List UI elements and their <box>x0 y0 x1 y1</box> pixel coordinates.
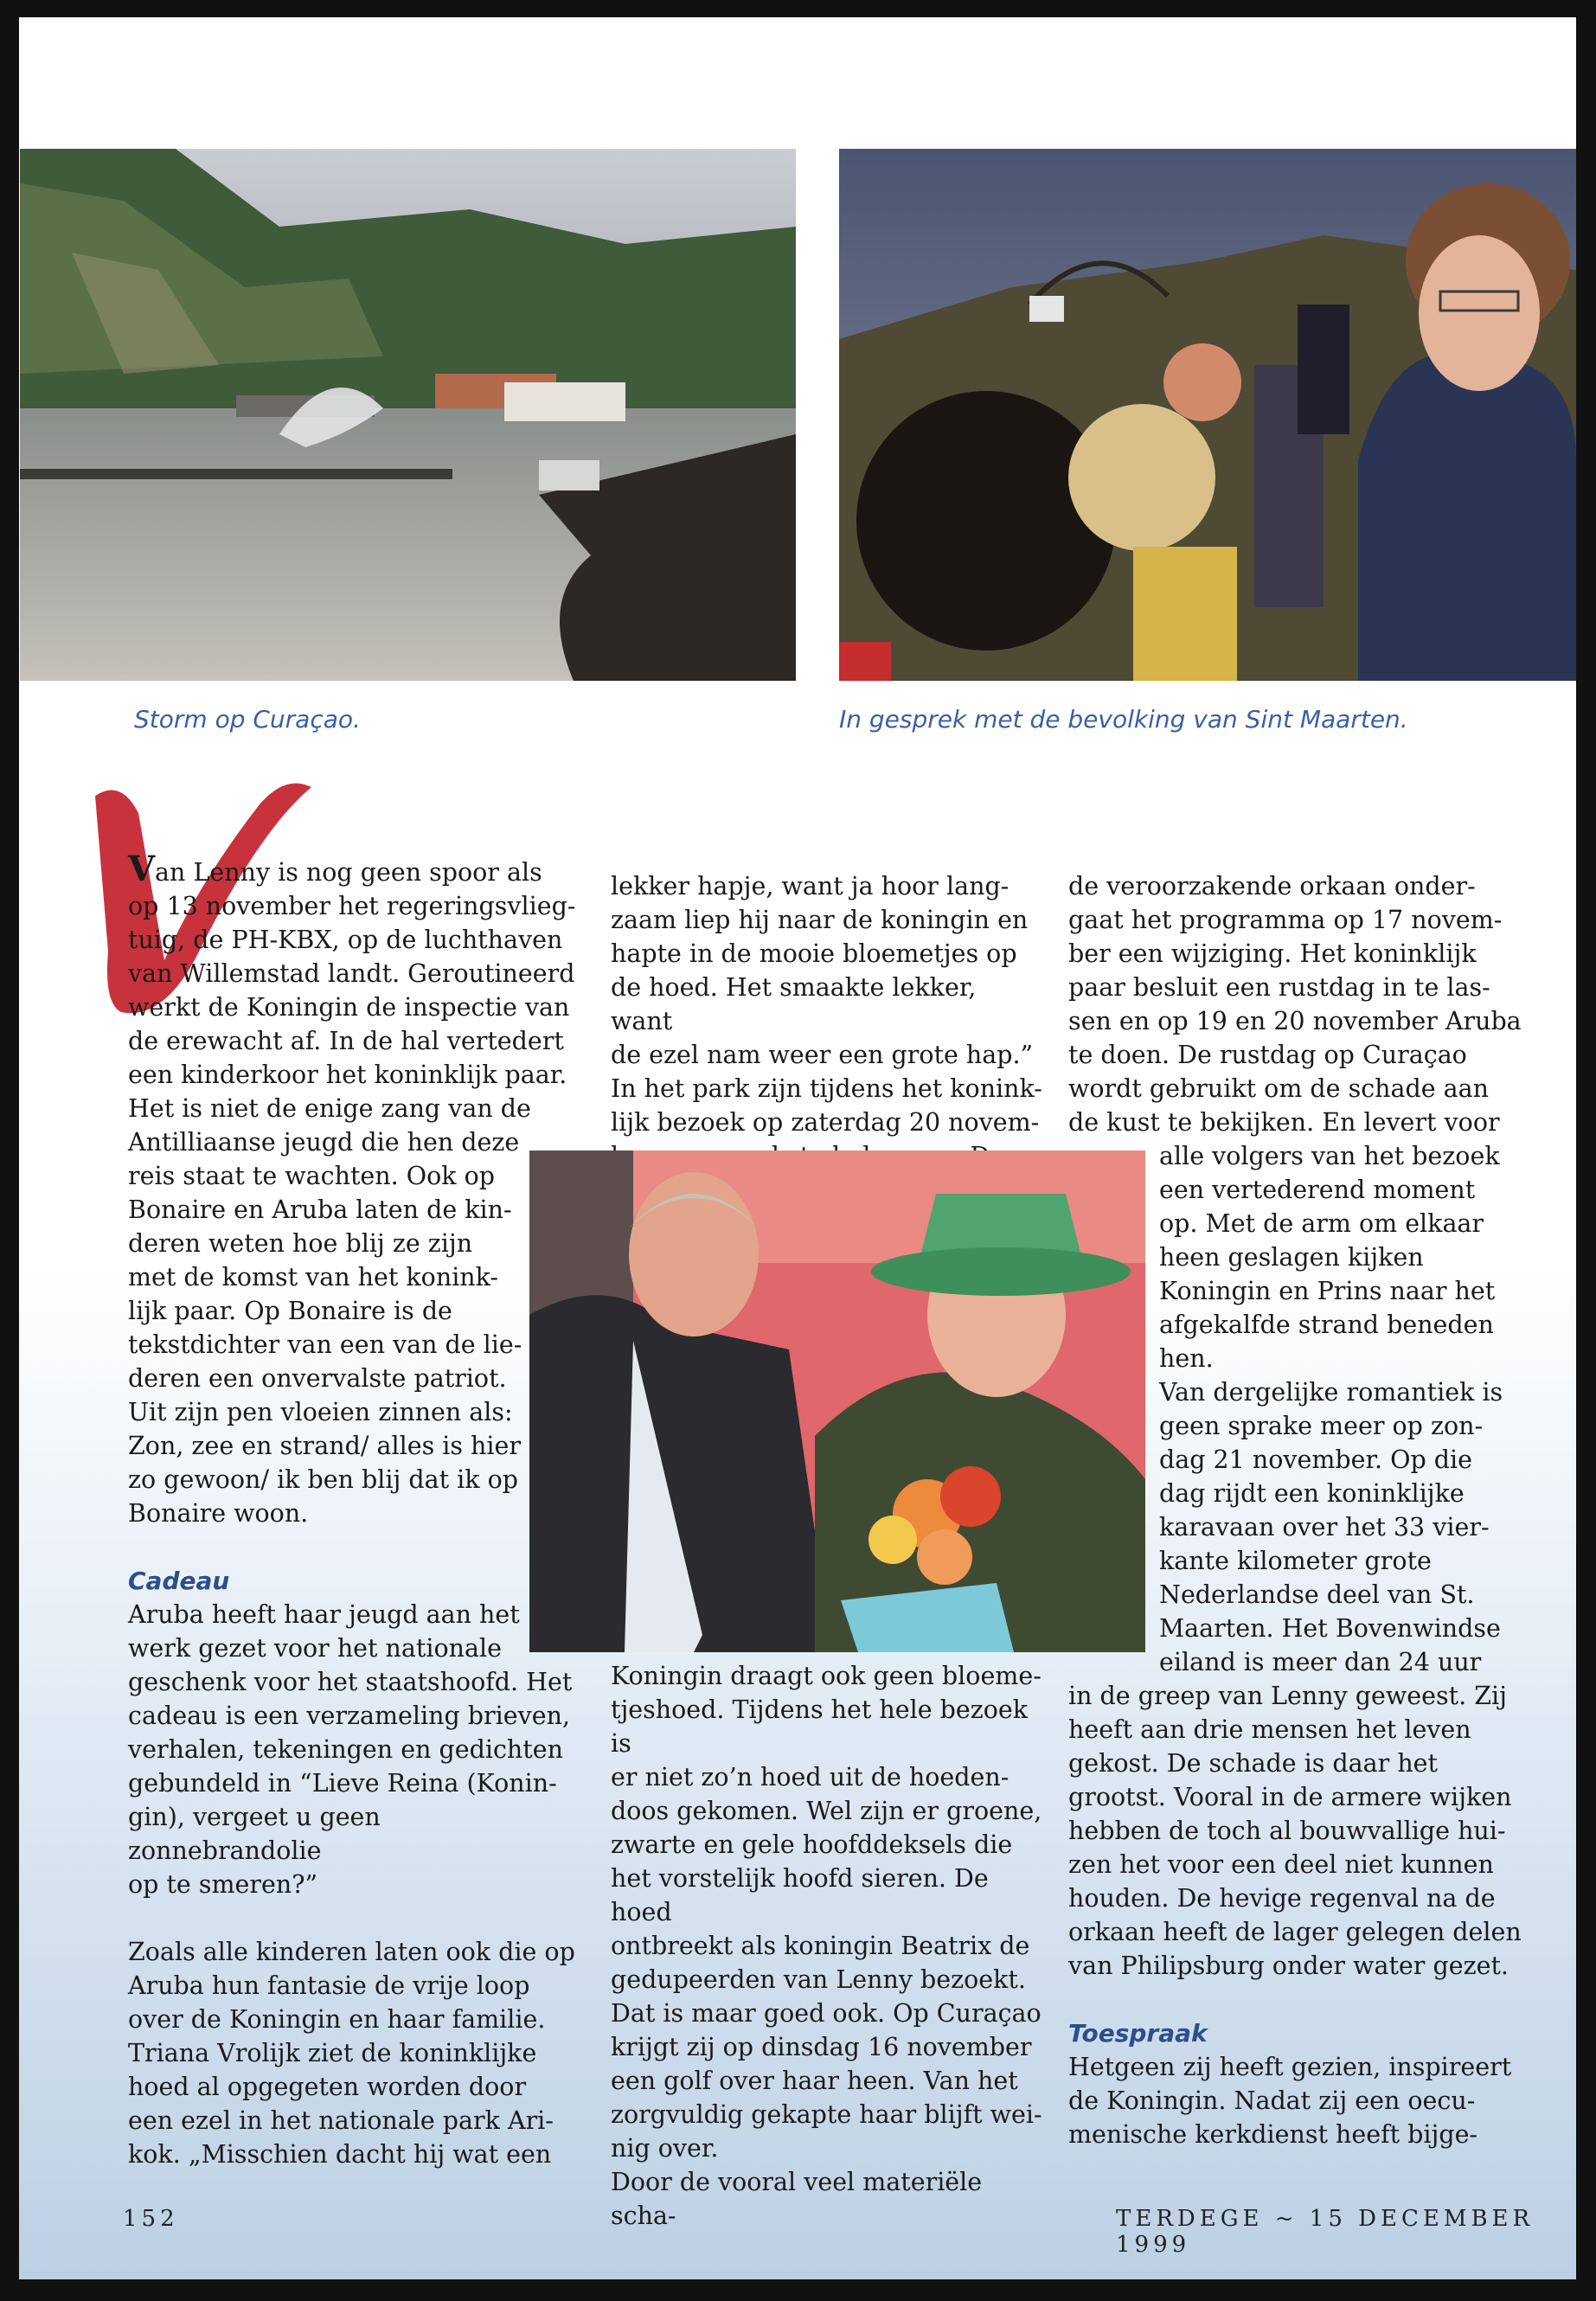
publication-line: TERDEGE ~ 15 DECEMBER 1999 <box>1116 2206 1535 2258</box>
col2-bottom-line: doos gekomen. Wel zijn er groene, <box>611 1797 1042 1825</box>
col3-narrow-line: geen sprake meer op zon- <box>1159 1412 1484 1440</box>
col3-line: gaat het programma op 17 novem- <box>1068 906 1503 934</box>
col1-wrap-line-2: tuig, de PH-KBX, op de luchthaven <box>128 926 563 954</box>
col3-bottom-line: hebben de toch al bouwvallige hui- <box>1068 1817 1506 1845</box>
people-caption: In gesprek met de bevolking van Sint Maarten. <box>839 705 1408 734</box>
col3-narrow-line: alle volgers van het bezoek <box>1159 1142 1500 1170</box>
col3-narrow-line: afgekalfde strand beneden <box>1159 1311 1494 1339</box>
col1-cadeau-line: verhalen, tekeningen en gedichten <box>128 1735 563 1764</box>
col2-bottom-line: Dat is maar goed ook. Op Curaçao <box>611 1999 1042 2028</box>
col2-line: hapte in de mooie bloemetjes op <box>611 939 1017 968</box>
col1-wrap-line-1: op 13 november het regeringsvlieg- <box>128 892 576 920</box>
col3-bottom-line: in de greep van Lenny geweest. Zij <box>1068 1682 1507 1710</box>
col1-line: Bonaire woon. <box>128 1499 309 1528</box>
intro-line <box>128 849 578 889</box>
col3-toespraak-line: menische kerkdienst heeft bijge- <box>1068 2120 1478 2149</box>
col3-line: de veroorzakende orkaan onder- <box>1068 872 1476 901</box>
col3-narrow-line: dag rijdt een koninklijke <box>1159 1479 1465 1508</box>
col3-narrow-line: heen geslagen kijken <box>1159 1243 1424 1272</box>
col2-line: lijk bezoek op zaterdag 20 novem- <box>611 1108 1040 1137</box>
col1-line: Uit zijn pen vloeien zinnen als: <box>128 1398 513 1426</box>
col3-narrow-line: Nederlandse deel van St. <box>1159 1580 1475 1609</box>
initial-letter: V <box>128 849 156 889</box>
col1-wrap-line-0: an Lenny is nog geen spoor als <box>155 858 542 887</box>
col1-para3-line: een ezel in het nationale park Ari- <box>128 2106 554 2135</box>
col1-wrap-line-3: van Willemstad landt. Geroutineerd <box>128 959 575 988</box>
col3-line: te doen. De rustdag op Curaçao <box>1068 1041 1467 1069</box>
heading-toespraak: Toespraak <box>1068 2019 1208 2048</box>
column-1 <box>128 849 578 2171</box>
magazine-page <box>19 17 1576 2279</box>
column-3-top <box>1068 869 1553 1139</box>
col3-line: ber een wijziging. Het koninklijk <box>1068 939 1477 968</box>
col1-cadeau-line: cadeau is een verzameling brieven, <box>128 1702 571 1730</box>
col1-cadeau-line: geschenk voor het staatshoofd. Het <box>128 1668 573 1696</box>
col2-bottom-line: nig over. <box>611 2134 719 2163</box>
col1-line: een kinderkoor het koninklijk paar. <box>128 1061 567 1089</box>
royals-photo <box>529 1150 1145 1652</box>
col2-line: de ezel nam weer een grote hap.” <box>611 1041 1034 1069</box>
column-2-bottom <box>611 1659 1043 2233</box>
col3-bottom-line: houden. De hevige regenval na de <box>1068 1884 1496 1913</box>
col1-line: deren een onvervalste patriot. <box>128 1364 507 1393</box>
col2-bottom-line: tjeshoed. Tijdens het hele bezoek is <box>611 1695 1029 1758</box>
col1-line: werkt de Koningin de inspectie van <box>128 993 570 1022</box>
col1-para3-line: over de Koningin en haar familie. <box>128 2005 546 2034</box>
col2-bottom-line: zorgvuldig gekapte haar blijft wei- <box>611 2100 1042 2129</box>
col3-line: sen en op 19 en 20 november Aruba <box>1068 1007 1522 1035</box>
col3-bottom-line: orkaan heeft de lager gelegen delen <box>1068 1918 1522 1946</box>
col1-line: reis staat te wachten. Ook op <box>128 1162 495 1190</box>
col3-narrow-line: hen. <box>1159 1344 1214 1373</box>
col3-bottom-line: zen het voor een deel niet kunnen <box>1068 1850 1494 1879</box>
col3-toespraak-line: de Koningin. Nadat zij een oecu- <box>1068 2086 1476 2115</box>
col2-bottom-line: er niet zo’n hoed uit de hoeden- <box>611 1763 1010 1791</box>
col1-line: zo gewoon/ ik ben blij dat ik op <box>128 1465 519 1494</box>
col1-cadeau-line: op te smeren?” <box>128 1870 318 1899</box>
col3-narrow-line: Van dergelijke romantiek is <box>1159 1378 1503 1407</box>
col3-line: wordt gebruikt om de schade aan <box>1068 1074 1490 1103</box>
col2-bottom-line: ontbreekt als koningin Beatrix de <box>611 1932 1030 1960</box>
col1-line: deren weten hoe blij ze zijn <box>128 1229 473 1258</box>
col2-bottom-line: Koningin draagt ook geen bloeme- <box>611 1662 1042 1690</box>
column-2-top <box>611 869 1043 1173</box>
col2-line: de hoed. Het smaakte lekker, want <box>611 973 977 1035</box>
col2-bottom-line: gedupeerden van Lenny bezoekt. <box>611 1965 1026 1994</box>
col1-line: met de komst van het konink- <box>128 1263 499 1292</box>
col2-bottom-line: krijgt zij op dinsdag 16 november <box>611 2033 1032 2061</box>
col1-line: Antilliaanse jeugd die hen deze <box>128 1128 520 1157</box>
col1-line: tekstdichter van een van de lie- <box>128 1330 522 1359</box>
col3-narrow-line: op. Met de arm om elkaar <box>1159 1209 1484 1238</box>
col3-bottom-line: grootst. Vooral in de armere wijken <box>1068 1783 1512 1811</box>
col1-para3-line: Aruba hun fantasie de vrije loop <box>128 1971 530 2000</box>
col3-bottom-line: gekost. De schade is daar het <box>1068 1749 1438 1778</box>
storm-caption: Storm op Curaçao. <box>134 705 361 734</box>
col2-bottom-line: Door de vooral veel materiële scha- <box>611 2168 983 2230</box>
col1-cadeau-line: gebundeld in “Lieve Reina (Konin- <box>128 1769 557 1798</box>
col3-toespraak-line: Hetgeen zij heeft gezien, inspireert <box>1068 2053 1512 2081</box>
col2-line: lekker hapje, want ja hoor lang- <box>611 872 1010 901</box>
heading-cadeau: Cadeau <box>128 1567 230 1595</box>
col1-cadeau-line: werk gezet voor het nationale <box>128 1634 502 1663</box>
col3-narrow-line: Koningin en Prins naar het <box>1159 1277 1496 1305</box>
col3-line: de kust te bekijken. En levert voor <box>1068 1108 1500 1137</box>
column-3-bottom <box>1068 1679 1561 2151</box>
col3-narrow-line: kante kilometer grote <box>1159 1547 1432 1575</box>
col2-line: zaam liep hij naar de koningin en <box>611 906 1029 934</box>
column-3-narrow <box>1159 1139 1557 1679</box>
col1-para3-line: kok. „Misschien dacht hij wat een <box>128 2140 552 2169</box>
col1-cadeau-line: Aruba heeft haar jeugd aan het <box>128 1600 520 1629</box>
page-number: 152 <box>123 2206 179 2232</box>
col3-narrow-line: dag 21 november. Op die <box>1159 1445 1472 1474</box>
col2-line: In het park zijn tijdens het konink- <box>611 1074 1042 1103</box>
col1-line: Het is niet de enige zang van de <box>128 1094 531 1123</box>
col1-line: lijk paar. Op Bonaire is de <box>128 1297 452 1325</box>
col1-para3-line: Zoals alle kinderen laten ook die op <box>128 1938 575 1966</box>
col1-line: Bonaire en Aruba laten de kin- <box>128 1195 512 1224</box>
col3-narrow-line: een vertederend moment <box>1159 1176 1476 1204</box>
col3-narrow-line: eiland is meer dan 24 uur <box>1159 1648 1482 1676</box>
col3-bottom-line: van Philipsburg onder water gezet. <box>1068 1952 1509 1980</box>
col2-bottom-line: zwarte en gele hoofddeksels die <box>611 1830 1013 1859</box>
col1-cadeau-line: gin), vergeet u geen zonnebrandolie <box>128 1803 381 1865</box>
col1-para3-line: hoed al opgegeten worden door <box>128 2073 527 2101</box>
col2-bottom-line: een golf over haar heen. Van het <box>611 2067 1018 2095</box>
col3-narrow-line: Maarten. Het Bovenwindse <box>1159 1614 1501 1643</box>
col3-line: paar besluit een rustdag in te las- <box>1068 973 1490 1002</box>
col1-para3-line: Triana Vrolijk ziet de koninklijke <box>128 2039 537 2067</box>
col3-narrow-line: karavaan over het 33 vier- <box>1159 1513 1490 1541</box>
people-photo <box>839 149 1576 681</box>
col1-line: de erewacht af. In de hal vertedert <box>128 1027 564 1055</box>
storm-photo <box>20 149 796 681</box>
col3-bottom-line: heeft aan drie mensen het leven <box>1068 1715 1471 1744</box>
col2-bottom-line: het vorstelijk hoofd sieren. De hoed <box>611 1864 989 1926</box>
col1-line: Zon, zee en strand/ alles is hier <box>128 1432 522 1460</box>
